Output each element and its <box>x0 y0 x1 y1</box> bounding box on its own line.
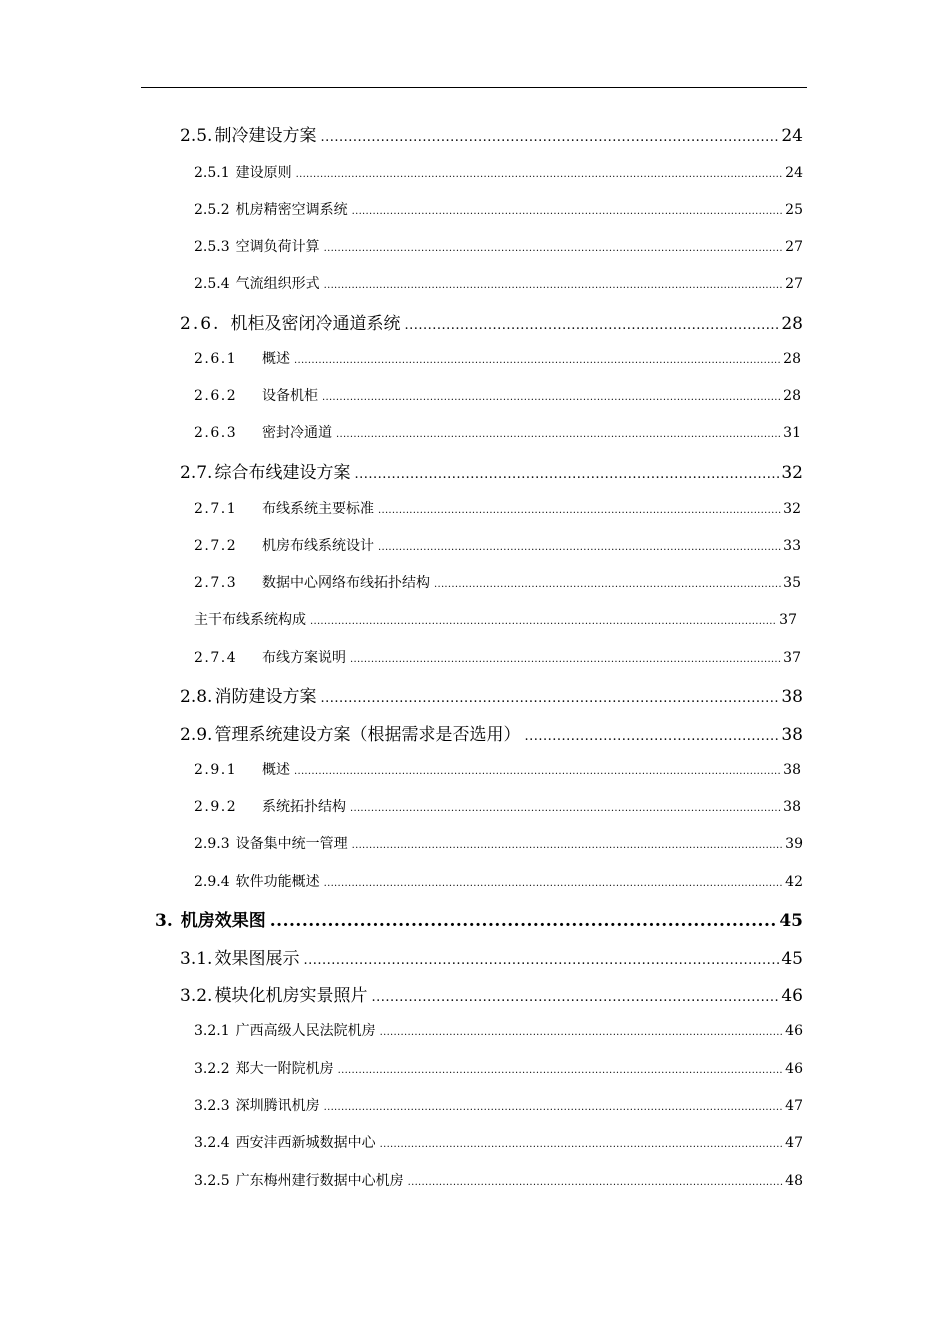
toc-entry[interactable] <box>194 1132 803 1152</box>
toc-entry-number: 2.5.3 <box>194 239 230 255</box>
toc-entry-title: 模块化机房实景照片 <box>214 986 368 1006</box>
toc-entry[interactable] <box>180 458 803 483</box>
toc-entry-page-number: 39 <box>785 836 803 852</box>
toc-dot-leader <box>324 878 784 889</box>
toc-entry[interactable] <box>194 1058 803 1078</box>
toc-entry-page-number: 38 <box>781 725 803 745</box>
toc-entry-page-number: 27 <box>785 239 803 255</box>
toc-entry-page-number: 38 <box>781 687 803 707</box>
toc-dot-leader <box>524 729 779 744</box>
toc-entry-title: 主干布线系统构成 <box>194 612 306 628</box>
toc-entry-number: 2.7. <box>180 463 213 483</box>
toc-entry[interactable] <box>194 871 803 891</box>
toc-dot-leader <box>324 1102 784 1113</box>
toc-entry-number: 2.7.4 <box>194 650 238 666</box>
toc-entry-number: 2.6. <box>180 314 221 334</box>
toc-entry[interactable] <box>180 944 803 969</box>
toc-entry[interactable] <box>194 1020 803 1040</box>
toc-entry-number: 3.2.1 <box>194 1023 230 1039</box>
toc-entry-page-number: 24 <box>785 165 803 181</box>
toc-entry[interactable] <box>180 720 803 745</box>
toc-entry[interactable] <box>194 647 801 667</box>
toc-entry-title: 软件功能概述 <box>235 874 320 890</box>
toc-entry-number: 2.9. <box>180 725 213 745</box>
toc-entry[interactable] <box>194 609 797 629</box>
toc-entry[interactable] <box>194 796 801 816</box>
toc-entry-title: 广东梅州建行数据中心机房 <box>235 1173 404 1189</box>
toc-entry-title: 建设原则 <box>235 165 292 181</box>
toc-entry[interactable] <box>194 422 801 442</box>
toc-entry[interactable] <box>194 759 801 779</box>
toc-dot-leader <box>294 355 781 366</box>
toc-dot-leader <box>322 392 781 403</box>
toc-entry-number: 2.5.4 <box>194 276 230 292</box>
toc-entry-title: 机柜及密闭冷通道系统 <box>230 314 401 334</box>
toc-entry-page-number: 46 <box>781 986 803 1006</box>
toc-entry[interactable] <box>194 498 801 518</box>
toc-entry-page-number: 47 <box>785 1098 803 1114</box>
toc-entry[interactable] <box>194 162 803 182</box>
toc-entry-title: 深圳腾讯机房 <box>235 1098 320 1114</box>
toc-entry-title: 空调负荷计算 <box>235 239 320 255</box>
toc-entry-page-number: 37 <box>779 612 797 628</box>
toc-entry[interactable] <box>194 236 803 256</box>
toc-dot-leader <box>371 990 779 1005</box>
toc-entry-page-number: 46 <box>785 1061 803 1077</box>
toc-entry[interactable] <box>194 273 803 293</box>
toc-entry-page-number: 38 <box>783 762 801 778</box>
toc-entry-number: 2.9.1 <box>194 762 238 778</box>
toc-entry-page-number: 42 <box>785 874 803 890</box>
toc-entry-title: 设备集中统一管理 <box>235 836 348 852</box>
toc-entry-number: 3.2. <box>180 986 213 1006</box>
toc-dot-leader <box>294 766 781 777</box>
toc-entry-number: 3.2.3 <box>194 1098 230 1114</box>
toc-entry-title: 概述 <box>262 762 290 778</box>
toc-dot-leader <box>338 1065 784 1076</box>
toc-dot-leader <box>310 616 777 627</box>
toc-dot-leader <box>408 1177 784 1188</box>
toc-dot-leader <box>350 654 781 665</box>
toc-entry-number: 2.6.3 <box>194 425 238 441</box>
toc-dot-leader <box>352 840 784 851</box>
toc-entry[interactable] <box>180 981 803 1006</box>
toc-entry-number: 2.8. <box>180 687 213 707</box>
toc-dot-leader <box>404 318 779 333</box>
toc-entry-page-number: 45 <box>781 949 803 969</box>
toc-entry-number: 2.9.3 <box>194 836 230 852</box>
toc-entry[interactable] <box>194 385 801 405</box>
toc-entry-title: 设备机柜 <box>262 388 318 404</box>
toc-dot-leader <box>303 953 779 968</box>
toc-entry-title: 布线系统主要标准 <box>262 501 374 517</box>
toc-entry-number: 3.2.5 <box>194 1173 230 1189</box>
toc-entry[interactable] <box>180 121 803 146</box>
toc-entry-number: 2.6.2 <box>194 388 238 404</box>
toc-entry-number: 2.6.1 <box>194 351 238 367</box>
toc-dot-leader <box>296 169 784 180</box>
toc-entry-page-number: 48 <box>785 1173 803 1189</box>
toc-entry-page-number: 24 <box>781 126 803 146</box>
toc-entry-number: 3.1. <box>180 949 213 969</box>
toc-dot-leader <box>336 429 781 440</box>
toc-entry-number: 2.5.1 <box>194 165 230 181</box>
toc-entry-title: 郑大一附院机房 <box>235 1061 334 1077</box>
toc-entry-title: 西安沣西新城数据中心 <box>235 1135 376 1151</box>
toc-dot-leader <box>380 1027 784 1038</box>
toc-entry-title: 系统拓扑结构 <box>262 799 346 815</box>
toc-entry-title: 机房布线系统设计 <box>262 538 374 554</box>
toc-entry-title: 消防建设方案 <box>214 687 317 707</box>
toc-entry[interactable] <box>194 199 803 219</box>
toc-dot-leader <box>352 206 784 217</box>
toc-entry-title: 效果图展示 <box>214 949 300 969</box>
toc-entry-title: 综合布线建设方案 <box>214 463 351 483</box>
toc-entry-page-number: 31 <box>783 425 801 441</box>
toc-dot-leader <box>354 467 779 482</box>
toc-entry[interactable] <box>180 309 803 334</box>
toc-entry-number: 2.9.4 <box>194 874 230 890</box>
toc-dot-leader <box>320 130 779 145</box>
toc-dot-leader <box>324 243 784 254</box>
toc-dot-leader <box>380 1139 784 1150</box>
toc-entry-title: 数据中心网络布线拓扑结构 <box>262 575 430 591</box>
toc-dot-leader <box>320 691 779 706</box>
toc-entry-title: 制冷建设方案 <box>214 126 317 146</box>
toc-entry-page-number: 25 <box>785 202 803 218</box>
toc-entry-page-number: 46 <box>785 1023 803 1039</box>
toc-entry-page-number: 28 <box>783 351 801 367</box>
toc-entry-number: 2.5.2 <box>194 202 230 218</box>
toc-entry-number: 2.7.3 <box>194 575 238 591</box>
toc-entry-page-number: 35 <box>783 575 801 591</box>
toc-entry-number: 2.7.1 <box>194 501 238 517</box>
toc-entry-page-number: 47 <box>785 1135 803 1151</box>
toc-entry-title: 广西高级人民法院机房 <box>235 1023 376 1039</box>
toc-dot-leader <box>324 280 784 291</box>
toc-entry[interactable] <box>194 1095 803 1115</box>
toc-entry[interactable] <box>155 906 803 931</box>
toc-entry-title: 机房精密空调系统 <box>235 202 348 218</box>
toc-entry-number: 3.2.4 <box>194 1135 230 1151</box>
toc-entry-number: 2.5. <box>180 126 213 146</box>
toc-entry-page-number: 32 <box>781 463 803 483</box>
toc-entry-title: 气流组织形式 <box>235 276 320 292</box>
toc-entry-title: 概述 <box>262 351 290 367</box>
toc-entry-page-number: 28 <box>783 388 801 404</box>
toc-entry-page-number: 32 <box>783 501 801 517</box>
toc-dot-leader <box>350 803 781 814</box>
toc-entry[interactable] <box>194 572 801 592</box>
toc-entry-title: 机房效果图 <box>180 911 266 931</box>
toc-entry-page-number: 33 <box>783 538 801 554</box>
toc-entry-page-number: 38 <box>783 799 801 815</box>
toc-dot-leader <box>434 579 781 590</box>
toc-entry-number: 2.9.2 <box>194 799 238 815</box>
toc-dot-leader <box>378 542 781 553</box>
toc-entry[interactable] <box>194 348 801 368</box>
toc-entry-page-number: 28 <box>781 314 803 334</box>
toc-entry-number: 3. <box>155 911 173 931</box>
toc-entry-number: 2.7.2 <box>194 538 238 554</box>
toc-entry-page-number: 45 <box>779 911 803 931</box>
toc-entry[interactable] <box>194 535 801 555</box>
toc-entry[interactable] <box>180 682 803 707</box>
toc-entry[interactable] <box>194 1170 803 1190</box>
toc-entry-title: 布线方案说明 <box>262 650 346 666</box>
toc-entry-title: 密封冷通道 <box>262 425 332 441</box>
toc-dot-leader <box>378 505 781 516</box>
toc-entry-page-number: 27 <box>785 276 803 292</box>
toc-entry[interactable] <box>194 833 803 853</box>
toc-dot-leader <box>270 911 778 931</box>
toc-entry-page-number: 37 <box>783 650 801 666</box>
toc-entry-number: 3.2.2 <box>194 1061 230 1077</box>
toc-entry-title: 管理系统建设方案（根据需求是否选用） <box>214 725 521 745</box>
